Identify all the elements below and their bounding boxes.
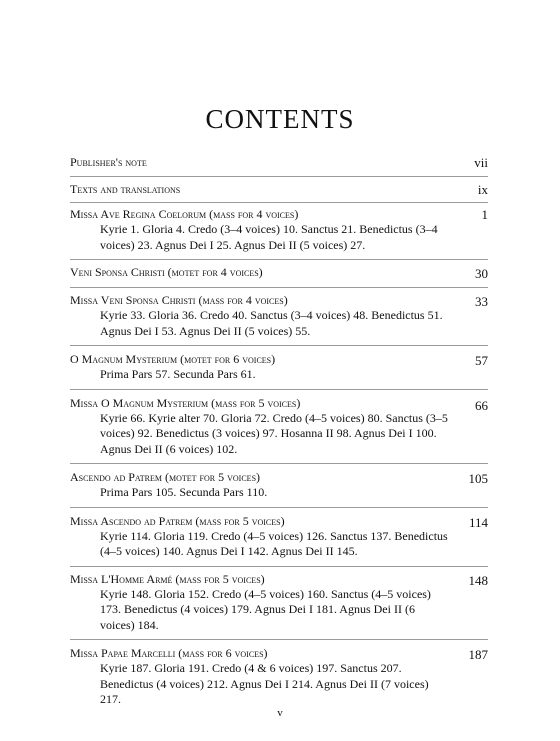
toc-heading: Missa Papae Marcelli (mass for 6 voices) xyxy=(70,646,268,660)
toc-page-number: 30 xyxy=(475,266,488,281)
toc-heading: Veni Sponsa Christi (motet for 4 voices) xyxy=(70,265,263,279)
toc-page-number: ix xyxy=(477,182,488,197)
toc-heading: O Magnum Mysterium (motet for 6 voices) xyxy=(70,352,276,366)
toc-page-number: vii xyxy=(474,155,488,170)
toc-entry-ascendo-motet xyxy=(70,464,488,508)
toc-subentries: Kyrie 66. Kyrie alter 70. Gloria 72. Credo (4–5 voices) 80. Sanctus (3–5 voices) 92. Benedictus (3 voices) 97. Hosanna II 98. Agnus Dei I 100. Agnus Dei II (6 voices) 102. xyxy=(100,410,448,456)
toc-subentries: Kyrie 33. Gloria 36. Credo 40. Sanctus (3–4 voices) 48. Benedictus 51. Agnus Dei I 53. Agnus Dei II (5 voices) 55. xyxy=(100,308,443,338)
toc-heading: Missa Veni Sponsa Christi (mass for 4 voices) xyxy=(70,293,288,307)
toc-entry-veni-sponsa-motet xyxy=(70,260,488,288)
toc-page-number: 187 xyxy=(468,647,488,662)
page-title: CONTENTS xyxy=(205,104,355,134)
toc-subentries: Kyrie 114. Gloria 119. Credo (4–5 voices) 126. Sanctus 137. Benedictus (4–5 voices) 140. Agnus Dei I 142. Agnus Dei II 145. xyxy=(100,528,448,558)
toc-entry-papae-marcelli xyxy=(70,640,488,712)
toc-heading: Missa L'Homme Armé (mass for 5 voices) xyxy=(70,571,265,586)
toc-page-number: 114 xyxy=(468,514,488,530)
toc-page-number: 33 xyxy=(475,294,488,309)
toc-entry-veni-sponsa-mass xyxy=(70,288,488,346)
toc-entry-lhomme-arme xyxy=(70,567,488,641)
toc-entry-ascendo-mass xyxy=(70,508,488,567)
toc-page-number: 57 xyxy=(475,353,488,368)
toc-entry-texts xyxy=(70,177,488,203)
toc-heading: Ascendo ad Patrem (motet for 5 voices) xyxy=(70,470,261,484)
toc-entry-ave-regina xyxy=(70,203,488,260)
toc-entry-o-magnum-motet xyxy=(70,346,488,390)
toc-subentries: Prima Pars 57. Secunda Pars 61. xyxy=(100,367,256,381)
toc-subentries: Kyrie 1. Gloria 4. Credo (3–4 voices) 10. Sanctus 21. Benedictus (3–4 voices) 23. Agnus Dei I 25. Agnus Dei II (5 voices) 27. xyxy=(100,222,438,252)
toc-page-number: 148 xyxy=(468,572,488,588)
toc-page-number: 105 xyxy=(468,471,488,486)
toc-heading: Publisher's note xyxy=(70,155,147,169)
toc-entry-o-magnum-mass xyxy=(70,390,488,465)
toc-entry-publishers-note xyxy=(70,152,488,177)
toc-heading: Missa Ascendo ad Patrem (mass for 5 voices) xyxy=(70,513,285,528)
toc-heading: Texts and translations xyxy=(70,182,181,196)
page-folio: v xyxy=(277,707,283,719)
toc-subentries: Prima Pars 105. Secunda Pars 110. xyxy=(100,485,268,499)
toc-page-number: 66 xyxy=(475,397,488,413)
toc-subentries: Kyrie 187. Gloria 191. Credo (4 & 6 voices) 197. Sanctus 207. Benedictus (4 voices) 212. Agnus Dei I 214. Agnus Dei II (7 voices) 217. xyxy=(100,661,429,706)
contents-list xyxy=(70,152,488,712)
toc-subentries: Kyrie 148. Gloria 152. Credo (4–5 voices) 160. Sanctus (4–5 voices) 173. Benedictus (4 voices) 179. Agnus Dei I 181. Agnus Dei II (6 voices) 184. xyxy=(100,586,431,632)
toc-heading: Missa O Magnum Mysterium (mass for 5 voices) xyxy=(70,395,301,410)
toc-heading: Missa Ave Regina Coelorum (mass for 4 voices) xyxy=(70,207,299,221)
toc-page-number: 1 xyxy=(481,207,488,222)
